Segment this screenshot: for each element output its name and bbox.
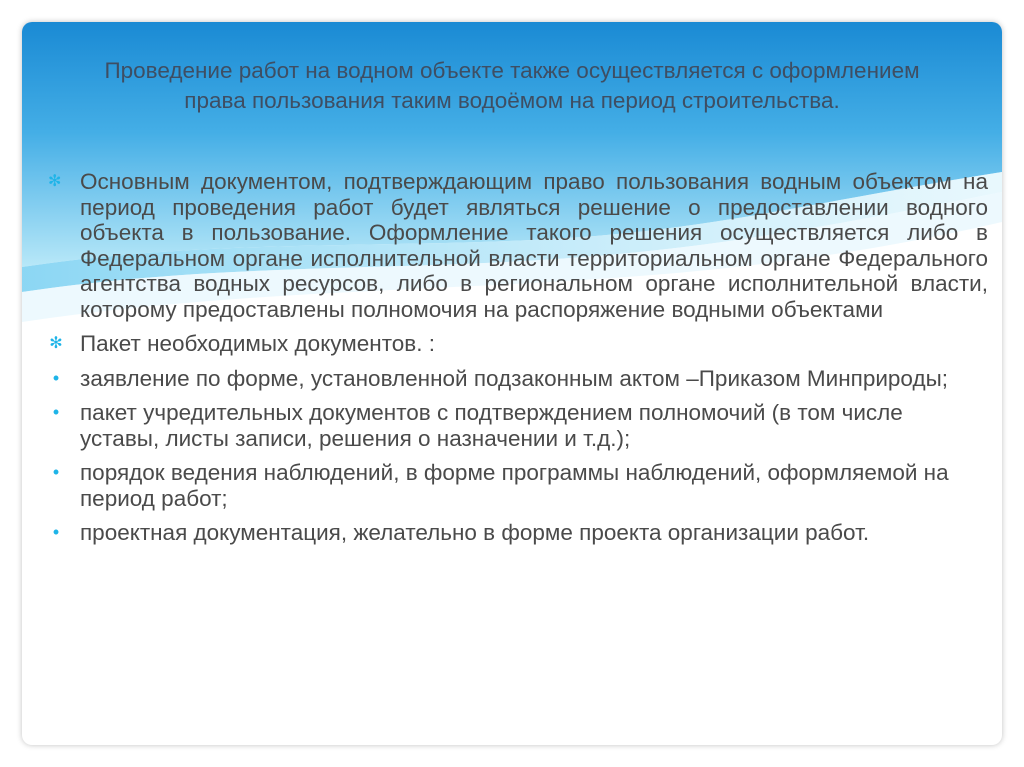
list-item (34, 400, 1000, 451)
list-item (34, 366, 1000, 392)
dot-bullet-icon: • (52, 522, 60, 542)
dot-bullet-icon: • (52, 402, 60, 422)
list-item-text: проектная документация, желательно в форме проекта организации работ. (80, 520, 870, 545)
slide (22, 22, 1002, 745)
list-item (34, 460, 1000, 511)
slide-title: Проведение работ на водном объекте также осуществляется с оформлением права пользования таким водоёмом на период строительства. (104, 58, 920, 113)
asterisk-bullet-icon: ✻ (48, 173, 62, 190)
list-item-text: пакет учредительных документов с подтверждением полномочий (в том числе уставы, листы записи, решения о назначении и т.д.); (80, 400, 903, 451)
list-item (34, 169, 1000, 322)
list-item (34, 520, 1000, 546)
bullet-list (34, 169, 1000, 555)
list-item-text: Основным документом, подтверждающим право пользования водным объектом на период проведения работ будет являться решение о предоставлении водного объекта в пользование. Оформление такого решения осуществляется либо в Федеральном органе исполнительной власти территориальном органе Федерального агентства водных ресурсов, либо в региональном органе исполнительной власти, которому предоставлены полномочия на распоряжение водными объектами (80, 169, 988, 322)
dot-bullet-icon: • (52, 462, 60, 482)
list-item-text: порядок ведения наблюдений, в форме программы наблюдений, оформляемой на период работ; (80, 460, 949, 511)
list-item (34, 331, 1000, 357)
asterisk-bullet-icon: ✻ (49, 335, 63, 352)
list-item-text: заявление по форме, установленной подзаконным актом –Приказом Минприроды; (80, 365, 948, 391)
list-item-text: Пакет необходимых документов. : (80, 331, 435, 356)
dot-bullet-icon: • (52, 367, 60, 388)
